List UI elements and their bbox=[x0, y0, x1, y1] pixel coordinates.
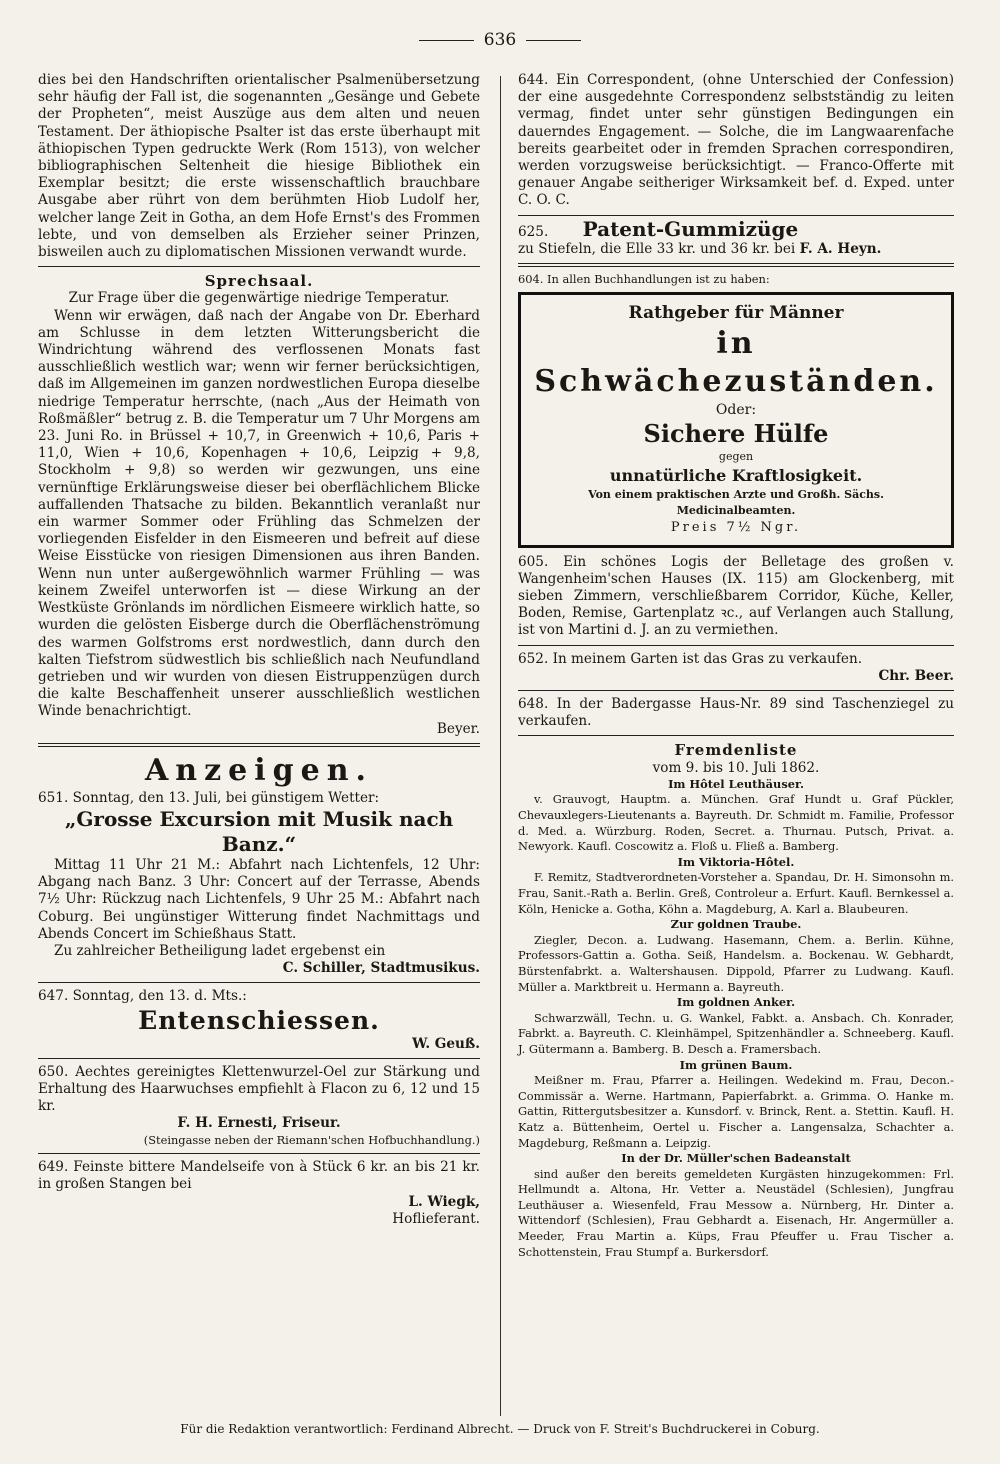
fremdenliste-dates: vom 9. bis 10. Juli 1862. bbox=[652, 759, 820, 776]
section-title-anzeigen: Anzeigen. bbox=[145, 752, 373, 788]
hotel-heading: Im Viktoria-Hôtel. bbox=[677, 854, 795, 869]
ad-651-headline: „Grosse Excursion mit Musik nach Banz.“ bbox=[64, 806, 454, 856]
box-gegen: gegen bbox=[718, 449, 754, 463]
hotel-heading: Im Hôtel Leuthäuser. bbox=[668, 776, 804, 791]
hotel-guests: Schwarzwäll, Techn. u. G. Wankel, Fabkt. a. Ansbach. Ch. Konrader, Fabrkt. a. Bayreuth. C. Kleinhämpel, Spitzenhändler a. Schneeberg. Kaufl. J. Gütermann a. Bamberg. B. Desch a. Framersbach. bbox=[518, 1010, 954, 1056]
hotel-heading: Im grünen Baum. bbox=[679, 1057, 793, 1072]
hotel-guests: Ziegler, Decon. a. Ludwang. Hasemann, Chem. a. Berlin. Kühne, Professors-Gattin a. Gotha. Seiß, Handelsm. a. Bockenau. W. Gebhardt, Bürstenfabrkt. a. Waltershausen. Dippold, Pfarrer zu Ludwang. Kaufl. Müller a. Marktbreit u. Hermann a. Bayreuth. bbox=[518, 932, 954, 994]
box-or: Oder: bbox=[715, 401, 757, 418]
hotel-guests: Meißner m. Frau, Pfarrer a. Heilingen. Wedekind m. Frau, Decon.-Commissär a. Werne. Hartmann, Papierfabrkt. a. Grimma. O. Hanke m. Gattin, Rittergutsbesitzer a. Kunsdorf. v. Brinck, Rent. a. Stettin. Kaufl. H. Katz a. Büttenheim, Oertel u. Fischer a. Langensalza, Schachter a. Magdeburg, Reßmann a. Leipzig. bbox=[518, 1073, 954, 1150]
article-intro: dies bei den Handschriften orientalischer Psalmenübersetzung sehr häufig der Fall ist, die sogenannten „Gesänge und Gebete der Propheten“, meist Auszüge aus dem alten und neuen Testament. Der äthiopische Psalter ist das erste überhaupt mit äthiopischen Typen gedruckte Werk (Rom 1513), von welcher bibliographischen Seltenheit die hiesige Bibliothek ein Exemplar besitzt; die erste wissenschaftlich brauchbare Ausgabe aber rührt von dem berühmten Hiob Ludolf her, welcher lange Zeit in Gotha, an dem Hofe Ernst's des Frommen lebte, und von demselben als Erzieher seiner Prinzen, bisweilen auch zu diplomatischen Missionen verwandt wurde. bbox=[38, 72, 480, 261]
book-advert-box bbox=[518, 292, 954, 548]
ad-647-line: 647. Sonntag, den 13. d. Mts.: bbox=[38, 988, 247, 1005]
left-column bbox=[38, 72, 480, 1228]
ad-650-text: 650. Aechtes gereinigtes Klettenwurzel-Oel zur Stärkung und Erhaltung des Haarwuchses empfiehlt à Flacon zu 6, 12 und 15 kr. bbox=[38, 1063, 480, 1115]
ad-652-signature: Chr. Beer. bbox=[878, 667, 954, 684]
box-title: Rathgeber für Männer bbox=[628, 302, 844, 323]
header-rule-right bbox=[526, 40, 581, 41]
ad-647-headline: Entenschiessen. bbox=[138, 1005, 380, 1035]
signature: Beyer. bbox=[436, 720, 480, 737]
box-topic: unnatürliche Kraftlosigkeit. bbox=[609, 465, 863, 485]
divider bbox=[38, 743, 480, 747]
divider bbox=[518, 263, 954, 267]
ad-604-header: 604. In allen Buchhandlungen ist zu haben: bbox=[518, 272, 770, 287]
header-rule-left bbox=[419, 40, 474, 41]
divider bbox=[38, 982, 480, 983]
footer-imprint: Für die Redaktion verantwortlich: Ferdinand Albrecht. — Druck von F. Streit's Buchdruckerei in Coburg. bbox=[180, 1422, 820, 1436]
hotel-guests: sind außer den bereits gemeldeten Kurgästen hinzugekommen: Frl. Hellmundt a. Altona, Hr. Vetter a. Neustädel (Schlesien), Jungfrau Leuthäuser a. Wiesenfeld, Frau Messow a. Nürnberg, Hr. Dinter a. Wittendorf (Schlesien), Frau Gebhardt a. Eisenach, Hr. Angermüller a. Meeder, Frau Martin a. Küps, Frau Pfeuffer u. Frau Tischer a. Schottenstein, Frau Stumpf a. Burkersdorf. bbox=[518, 1166, 954, 1259]
ad-651-line: 651. Sonntag, den 13. Juli, bei günstigem Wetter: bbox=[38, 789, 380, 806]
hotel-heading: Zur goldnen Traube. bbox=[670, 917, 802, 932]
divider bbox=[38, 1153, 480, 1154]
box-price: Preis 7½ Ngr. bbox=[670, 519, 802, 535]
divider bbox=[518, 215, 954, 216]
ad-625-headline: Patent-Gummizüge bbox=[582, 216, 799, 241]
ad-648-text: 648. In der Badergasse Haus-Nr. 89 sind Taschenziegel zu verkaufen. bbox=[518, 696, 954, 730]
ad-625-number: 625. bbox=[518, 223, 549, 240]
box-main-title: in Schwächezuständen. bbox=[534, 325, 938, 399]
ad-650-signature: F. H. Ernesti, Friseur. bbox=[177, 1115, 341, 1132]
divider bbox=[518, 645, 954, 646]
right-column bbox=[518, 72, 954, 1260]
divider bbox=[518, 735, 954, 736]
ad-625-body: zu Stiefeln, die Elle 33 kr. und 36 kr. bei bbox=[518, 240, 796, 257]
section-subtitle: Zur Frage über die gegenwärtige niedrige Temperatur. bbox=[68, 290, 450, 307]
ad-651-body: Mittag 11 Uhr 21 M.: Abfahrt nach Lichtenfels, 12 Uhr: Abgang nach Banz. 3 Uhr: Concert auf der Terrasse, Abends 7½ Uhr: Rückzug nach Lichtenfels, 9 Uhr 25 M.: Abfahrt nach Coburg. Bei ungünstiger Witterung findet Nachmittags und Abends Concert im Schießhaus Statt. bbox=[38, 856, 480, 942]
fremdenliste-title: Fremdenliste bbox=[674, 741, 798, 760]
page-number: 636 bbox=[483, 30, 517, 50]
ad-625-text bbox=[518, 241, 954, 258]
hotel-heading: Im goldnen Anker. bbox=[676, 995, 796, 1010]
section-title-sprechsaal: Sprechsaal. bbox=[204, 272, 314, 291]
sprechsaal-body: Wenn wir erwägen, daß nach der Angabe von Dr. Eberhard am Schlusse in dem letzten Witterungsbericht die Windrichtung während des verflossenen Monats fast ausschließlich westlich war; wenn wir ferner berücksichtigen, daß im Allgemeinen im ganzen nordwestlichen Europa dieselbe niedrige Temperatur herrschte, (nach „Aus der Heimath von Roßmäßler“ betrug z. B. die Temperatur um 7 Uhr Morgens am 23. Juni Ro. in Brüssel + 10,7, in Greenwich + 10,6, Paris + 11,0, Wien + 10,6, Kopenhagen + 10,6, Leipzig + 9,8, Stockholm + 9,8) so werden wir gezwungen, uns eine vernünftige Erklärungsweise dieser bei oberflächlichem Blicke auffallenden Thatsache zu bilden. Bekanntlich veranlaßt nur ein warmer Sommer oder Frühling das Schmelzen der vorliegenden Eisfelder in den Eismeeren und befreit auf diese Weise Eisstücke von riesigen Dimensionen aus ihren Banden. Wenn nun unter außergewöhnlich warmer Frühling — was keinem Zweifel unterworfen ist — diese Wirkung an der Westküste Grönlands im nördlichen Eismeere wirklich hatte, so wurden die gelösten Eisberge durch die Oberflächenströmung des warmen Golfstroms erst nordwestlich, dann durch den kalten Tiefstrom südwestlich bis schließlich nach Neufundland getrieben und wir wurden von diesen Eistruppenzügen durch die kalte Beschaffenheit unserer ausschließlich westlichen Winde benachrichtigt. bbox=[38, 307, 480, 720]
hotel-heading: In der Dr. Müller'schen Badeanstalt bbox=[621, 1151, 851, 1166]
page-header bbox=[0, 30, 1000, 50]
ad-625-line bbox=[518, 216, 954, 241]
ad-647-signature: W. Geuß. bbox=[412, 1035, 480, 1052]
ad-605-text: 605. Ein schönes Logis der Belletage des großen v. Wangenheim'schen Hauses (IX. 115) am Glockenberg, mit sieben Zimmern, verschließbarem Corridor, Küche, Keller, Boden, Remise, Gartenplatz ꝛc., auf Verlangen auch Stallung, ist von Martini d. J. an zu vermiethen. bbox=[518, 553, 954, 639]
ad-651-signature: C. Schiller, Stadtmusikus. bbox=[282, 960, 480, 977]
hotel-guests: F. Remitz, Stadtverordneten-Vorsteher a. Spandau, Dr. H. Simonsohn m. Frau, Sanit.-Rath a. Berlin. Greß, Controleur a. Erfurt. Kaufl. Bernkessel a. Köln, Henicke a. Gotha, Köhn a. Magdeburg, A. Karl a. Blaubeuren. bbox=[518, 870, 954, 916]
divider bbox=[518, 690, 954, 691]
ad-652-text: 652. In meinem Garten ist das Gras zu verkaufen. bbox=[518, 650, 863, 667]
column-divider bbox=[500, 76, 501, 1416]
ad-644-text: 644. Ein Correspondent, (ohne Unterschied der Confession) der eine ausgedehnte Correspondenz selbstständig zu leiten vermag, findet unter sehr günstigen Bedingungen ein dauerndes Engagement. — Solche, die im Langwaarenfache bereits gearbeitet oder in fremden Sprachen correspondiren, werden vorzugsweise berücksichtigt. — Franco-Offerte mit genauer Angabe seitheriger Wirksamkeit bef. d. Exped. unter C. O. C. bbox=[518, 72, 954, 209]
box-subtitle: Sichere Hülfe bbox=[643, 418, 829, 448]
ad-649-text: 649. Feinste bittere Mandelseife von à Stück 6 kr. an bis 21 kr. in großen Stangen bei bbox=[38, 1159, 480, 1193]
ad-650-note: (Steingasse neben der Riemann'schen Hofbuchhandlung.) bbox=[143, 1132, 480, 1147]
ad-649-signature-title: Hoflieferant. bbox=[392, 1210, 480, 1227]
hotel-guests: v. Grauvogt, Hauptm. a. München. Graf Hundt u. Graf Pückler, Chevauxlegers-Lieutenants a. Bayreuth. Dr. Schmidt m. Familie, Professor d. Med. a. Würzburg. Roden, Secret. a. Thurnau. Putsch, Privat. a. Newyork. Kaufl. Coscowitz a. Floß u. Fließ a. Bamberg. bbox=[518, 792, 954, 854]
divider bbox=[38, 1058, 480, 1059]
divider bbox=[38, 266, 480, 267]
box-author: Von einem praktischen Arzte und Großh. Sächs. Medicinalbeamten. bbox=[588, 487, 884, 517]
ad-651-invite: Zu zahlreicher Betheiligung ladet ergebenst ein bbox=[54, 942, 386, 959]
ad-649-signature: L. Wiegk, bbox=[408, 1193, 480, 1210]
ad-625-signature: F. A. Heyn. bbox=[799, 240, 882, 257]
